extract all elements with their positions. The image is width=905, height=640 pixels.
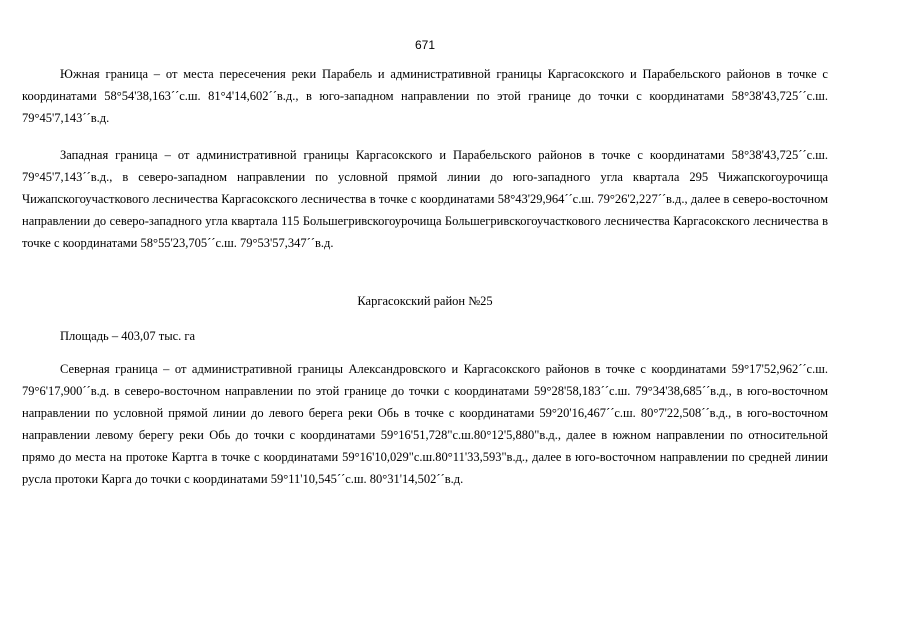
district-area: Площадь – 403,07 тыс. га <box>60 329 196 343</box>
west-border-paragraph: Западная граница – от административной границы Каргасокского и Парабельского районов в точке с координатами 58°38'43,725´´с.ш. 79°45'7,143´´в.д., в северо-западном направлении по условной прямой линии до юго-западного угла квартала 295 Чижапскогоурочища Чижапскогоучасткового лесничества Каргасокского лесничества в точке с координатами 58°43'29,964´´с.ш. 79°26'2,227´´в.д., далее в северо-восточном направлении до северо-западного угла квартала 115 Большегривскогоурочища Большегривскогоучасткового лесничества Каргасокского лесничества в точке с координатами 58°55'23,705´´с.ш. 79°53'57,347´´в.д. <box>22 148 828 250</box>
district-title: Каргасокский район №25 <box>357 294 493 308</box>
south-border-paragraph: Южная граница – от места пересечения реки Парабель и административной границы Каргасокского и Парабельского районов в точке с координатами 58°54'38,163´´с.ш. 81°4'14,602´´в.д., в юго-западном направлении по этой границе до точки с координатами 58°38'43,725´´с.ш. 79°45'7,143´´в.д. <box>22 67 828 125</box>
page-number: 671 <box>414 38 436 52</box>
north-border-paragraph: Северная граница – от административной границы Александровского и Каргасокского районов в точке с координатами 59°17'52,962´´с.ш. 79°6'17,900´´в.д. в северо-восточном направлении по этой границе до точки с координатами 59°28'58,183´´с.ш. 79°34'38,685´´в.д., в юго-восточном направлении по условной прямой линии до левого берега реки Обь в точке с координатами 59°20'16,467´´с.ш. 80°7'22,508´´в.д., в юго-восточном направлении левому берегу реки Обь до точки с координатами 59°16'51,728"с.ш.80°12'5,880"в.д., далее в южном направлении по относительной прямо до места на протоке Картга в точке с координатами 59°16'10,029"с.ш.80°11'33,593"в.д., далее в юго-восточном направлении по средней линии русла протоки Карга до точки с координатами 59°11'10,545´´с.ш. 80°31'14,502´´в.д. <box>22 362 828 486</box>
